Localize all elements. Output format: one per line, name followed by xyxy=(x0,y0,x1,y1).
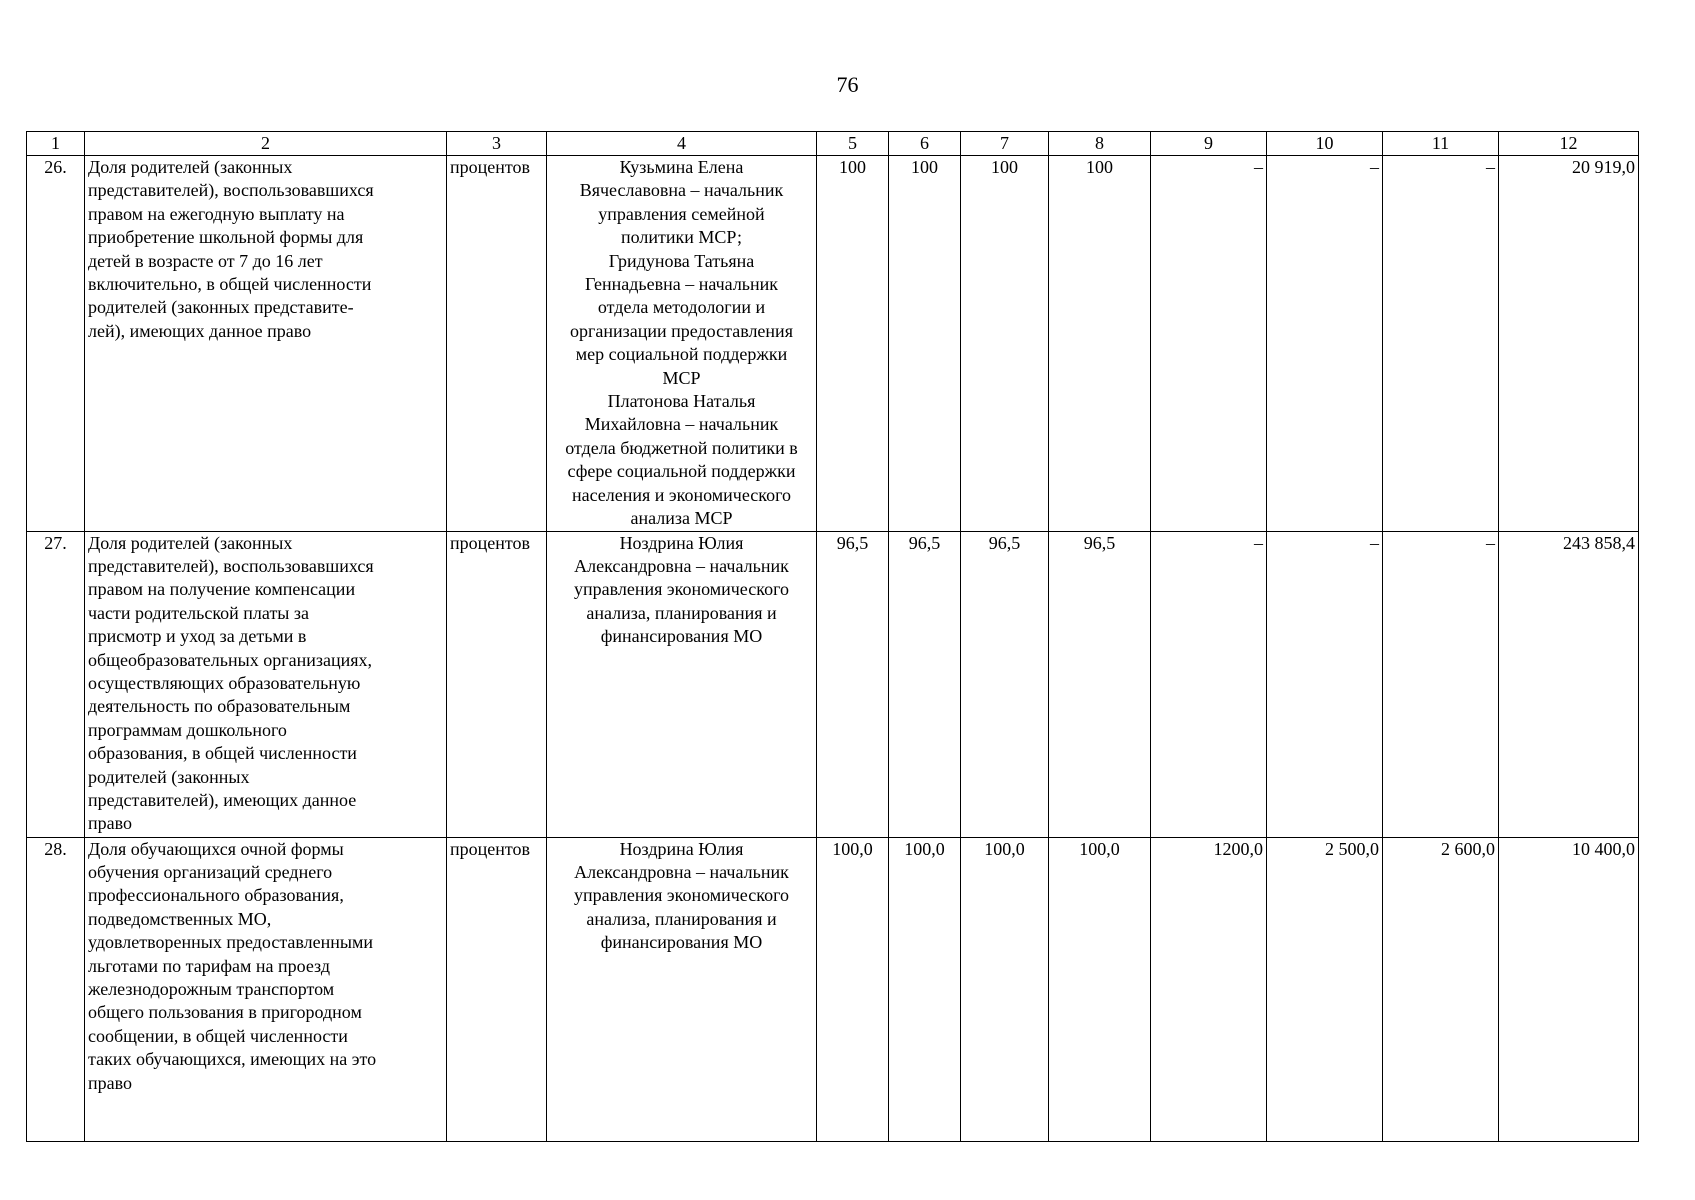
column-header-2: 2 xyxy=(85,132,447,156)
value-col-12: 243 858,4 xyxy=(1499,531,1639,837)
value-col-5: 100,0 xyxy=(817,837,889,1141)
value-col-9: – xyxy=(1151,531,1267,837)
value-col-12: 10 400,0 xyxy=(1499,837,1639,1141)
value-col-7: 100 xyxy=(961,156,1049,532)
unit-cell: процентов xyxy=(447,531,547,837)
table-row xyxy=(27,156,1639,532)
value-col-10: – xyxy=(1267,156,1383,532)
row-number: 26. xyxy=(27,156,85,532)
indicators-table xyxy=(26,131,1639,1142)
value-col-9: 1200,0 xyxy=(1151,837,1267,1141)
indicator-name: Доля родителей (законных представителей), воспользовавшихся правом на получение компенсации части родительской платы за присмотр и уход за детьми в общеобразовательных организациях, осуществляющих образовательную деятельность по образовательным программам дошкольного образования, в общей численности родителей (законных представителей), имеющих данное право xyxy=(85,531,447,837)
responsible-cell: Ноздрина Юлия Александровна – начальник управления экономического анализа, планирования и финансирования МО xyxy=(547,531,817,837)
page-number: 76 xyxy=(836,72,859,97)
value-col-6: 100,0 xyxy=(889,837,961,1141)
responsible-cell: Кузьмина Елена Вячеславовна – начальник управления семейной политики МСР; Гридунова Татьяна Геннадьевна – начальник отдела методологии и организации предоставления мер социальной поддержки МСР Платонова Наталья Михайловна – начальник отдела бюджетной политики в сфере социальной поддержки населения и экономического анализа МСР xyxy=(547,156,817,532)
value-col-9: – xyxy=(1151,156,1267,532)
value-col-10: – xyxy=(1267,531,1383,837)
table-header xyxy=(27,132,1639,156)
value-col-8: 100 xyxy=(1049,156,1151,532)
value-col-7: 100,0 xyxy=(961,837,1049,1141)
unit-cell: процентов xyxy=(447,837,547,1141)
table-body xyxy=(27,156,1639,1142)
value-col-11: – xyxy=(1383,156,1499,532)
unit-cell: процентов xyxy=(447,156,547,532)
column-header-3: 3 xyxy=(447,132,547,156)
column-header-5: 5 xyxy=(817,132,889,156)
value-col-8: 100,0 xyxy=(1049,837,1151,1141)
column-header-12: 12 xyxy=(1499,132,1639,156)
column-header-9: 9 xyxy=(1151,132,1267,156)
table-row xyxy=(27,837,1639,1141)
column-header-6: 6 xyxy=(889,132,961,156)
indicator-name: Доля родителей (законных представителей), воспользовавшихся правом на ежегодную выплату на приобретение школьной формы для детей в возрасте от 7 до 16 лет включительно, в общей численности родителей (законных представите- лей), имеющих данное право xyxy=(85,156,447,532)
column-header-10: 10 xyxy=(1267,132,1383,156)
value-col-6: 100 xyxy=(889,156,961,532)
row-number: 28. xyxy=(27,837,85,1141)
value-col-5: 100 xyxy=(817,156,889,532)
value-col-12: 20 919,0 xyxy=(1499,156,1639,532)
column-header-11: 11 xyxy=(1383,132,1499,156)
column-header-1: 1 xyxy=(27,132,85,156)
responsible-cell: Ноздрина Юлия Александровна – начальник управления экономического анализа, планирования и финансирования МО xyxy=(547,837,817,1141)
table-row xyxy=(27,531,1639,837)
column-header-8: 8 xyxy=(1049,132,1151,156)
value-col-11: 2 600,0 xyxy=(1383,837,1499,1141)
value-col-7: 96,5 xyxy=(961,531,1049,837)
value-col-11: – xyxy=(1383,531,1499,837)
column-header-7: 7 xyxy=(961,132,1049,156)
column-header-4: 4 xyxy=(547,132,817,156)
value-col-5: 96,5 xyxy=(817,531,889,837)
value-col-10: 2 500,0 xyxy=(1267,837,1383,1141)
value-col-6: 96,5 xyxy=(889,531,961,837)
header-row xyxy=(27,132,1639,156)
value-col-8: 96,5 xyxy=(1049,531,1151,837)
row-number: 27. xyxy=(27,531,85,837)
indicator-name: Доля обучающихся очной формы обучения организаций среднего профессионального образования, подведомственных МО, удовлетворенных предоставленными льготами по тарифам на проезд железнодорожным транспортом общего пользования в пригородном сообщении, в общей численности таких обучающихся, имеющих на это право xyxy=(85,837,447,1141)
